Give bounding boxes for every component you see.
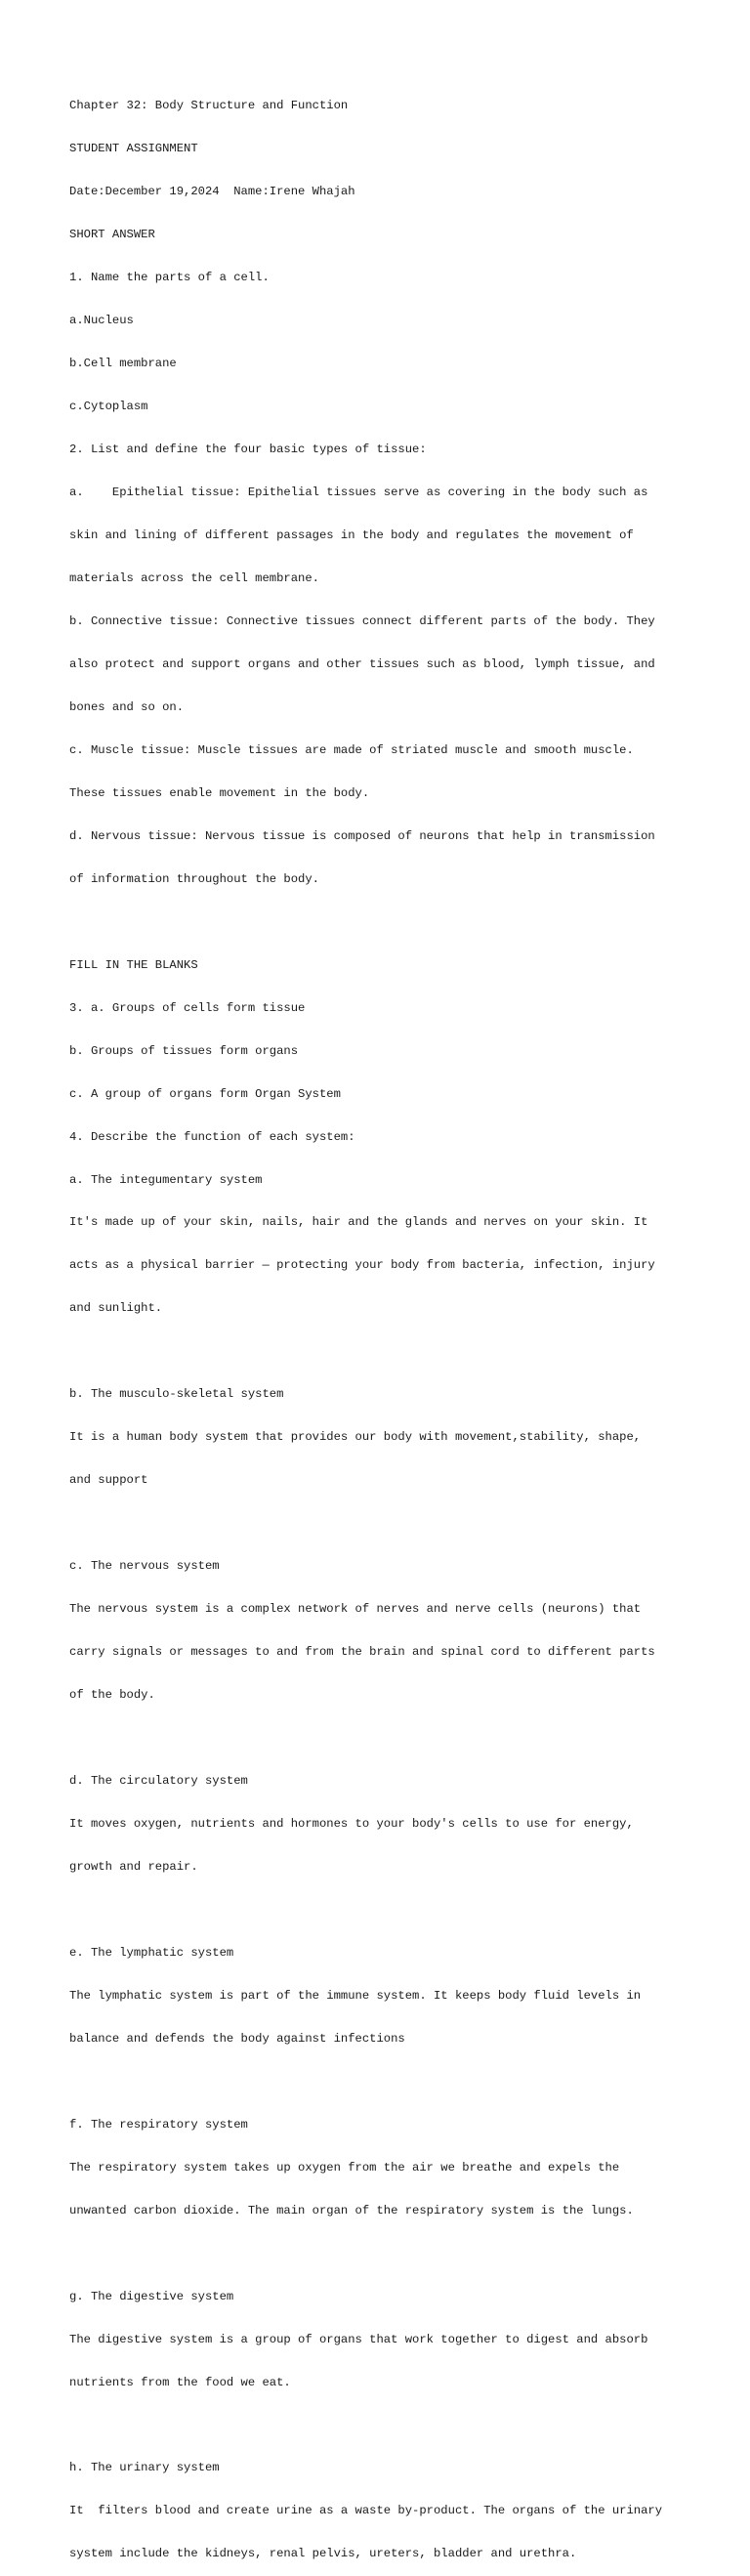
answer-1c: c.Cytoplasm	[69, 400, 148, 414]
answer-2d-line: of information throughout the body.	[69, 871, 319, 886]
answer-3c: c. A group of organs form Organ System	[69, 1086, 341, 1101]
blank-line	[69, 2419, 714, 2433]
system-description-line: It's made up of your skin, nails, hair and the glands and nerves on your skin. It	[69, 1215, 648, 1230]
fill-in-blanks-heading: FILL IN THE BLANKS	[69, 957, 198, 972]
system-description-line: nutrients from the food we eat.	[69, 2375, 291, 2389]
system-description-line: system include the kidneys, renal pelvis, ureters, bladder and urethra.	[69, 2547, 577, 2561]
question-4: 4. Describe the function of each system:	[69, 1129, 355, 1144]
system-description-line: The respiratory system takes up oxygen from the air we breathe and expels the	[69, 2160, 620, 2175]
answer-2a-line: a. Epithelial tissue: Epithelial tissues serve as covering in the body such as	[69, 486, 648, 500]
system-description-line: balance and defends the body against infections	[69, 2031, 405, 2046]
answer-2a-line: materials across the cell membrane.	[69, 570, 319, 585]
answer-2c-line: These tissues enable movement in the body.	[69, 785, 370, 800]
system-description-line: growth and repair.	[69, 1859, 198, 1874]
system-description-line: of the body.	[69, 1688, 155, 1703]
blank-line	[69, 915, 714, 930]
system-description-line: It filters blood and create urine as a waste by-product. The organs of the urinary	[69, 2504, 663, 2518]
answer-2a-line: skin and lining of different passages in the body and regulates the movement of	[69, 528, 634, 542]
blank-line	[69, 1344, 714, 1359]
answer-2b-line: b. Connective tissue: Connective tissues connect different parts of the body. They	[69, 613, 655, 628]
document-body	[69, 70, 714, 2576]
blank-line	[69, 1731, 714, 1746]
blank-line	[69, 2075, 714, 2090]
system-description-line: and support	[69, 1473, 148, 1488]
answer-2c-line: c. Muscle tissue: Muscle tissues are made of striated muscle and smooth muscle.	[69, 742, 634, 757]
chapter-title: Chapter 32: Body Structure and Function	[69, 99, 349, 113]
blank-line	[69, 1516, 714, 1531]
question-1: 1. Name the parts of a cell.	[69, 271, 270, 285]
system-description-line: It moves oxygen, nutrients and hormones to your body's cells to use for energy,	[69, 1817, 634, 1831]
assignment-heading: STUDENT ASSIGNMENT	[69, 142, 198, 156]
system-description-line: and sunlight.	[69, 1301, 163, 1316]
answer-2b-line: bones and so on.	[69, 699, 185, 714]
system-heading-respiratory: f. The respiratory system	[69, 2117, 248, 2132]
answer-1b: b.Cell membrane	[69, 357, 177, 371]
question-2: 2. List and define the four basic types of tissue:	[69, 443, 427, 457]
answer-2d-line: d. Nervous tissue: Nervous tissue is composed of neurons that help in transmission	[69, 828, 655, 843]
system-heading-digestive: g. The digestive system	[69, 2289, 234, 2303]
system-heading-musculoskeletal: b. The musculo-skeletal system	[69, 1387, 284, 1402]
answer-3a: 3. a. Groups of cells form tissue	[69, 1000, 306, 1015]
system-description-line: unwanted carbon dioxide. The main organ of the respiratory system is the lungs.	[69, 2203, 634, 2217]
system-description-line: carry signals or messages to and from the brain and spinal cord to different parts	[69, 1645, 655, 1660]
system-heading-nervous: c. The nervous system	[69, 1559, 220, 1574]
answer-3b: b. Groups of tissues form organs	[69, 1043, 299, 1058]
blank-line	[69, 2247, 714, 2261]
system-description-line: The lymphatic system is part of the immune system. It keeps body fluid levels in	[69, 1988, 642, 2003]
system-heading-integumentary: a. The integumentary system	[69, 1172, 263, 1187]
system-description-line: The nervous system is a complex network of nerves and nerve cells (neurons) that	[69, 1602, 642, 1617]
blank-line	[69, 1903, 714, 1918]
system-description-line: It is a human body system that provides our body with movement,stability, shape,	[69, 1430, 642, 1445]
system-description-line: acts as a physical barrier — protecting your body from bacteria, infection, injury	[69, 1258, 655, 1273]
system-heading-circulatory: d. The circulatory system	[69, 1774, 248, 1789]
system-description-line: The digestive system is a group of organs that work together to digest and absorb	[69, 2332, 648, 2346]
short-answer-heading: SHORT ANSWER	[69, 228, 155, 242]
system-heading-lymphatic: e. The lymphatic system	[69, 1945, 234, 1960]
date-name-line: Date:December 19,2024 Name:Irene Whajah	[69, 185, 355, 199]
system-heading-urinary: h. The urinary system	[69, 2461, 220, 2475]
answer-1a: a.Nucleus	[69, 314, 134, 328]
answer-2b-line: also protect and support organs and other tissues such as blood, lymph tissue, and	[69, 656, 655, 671]
